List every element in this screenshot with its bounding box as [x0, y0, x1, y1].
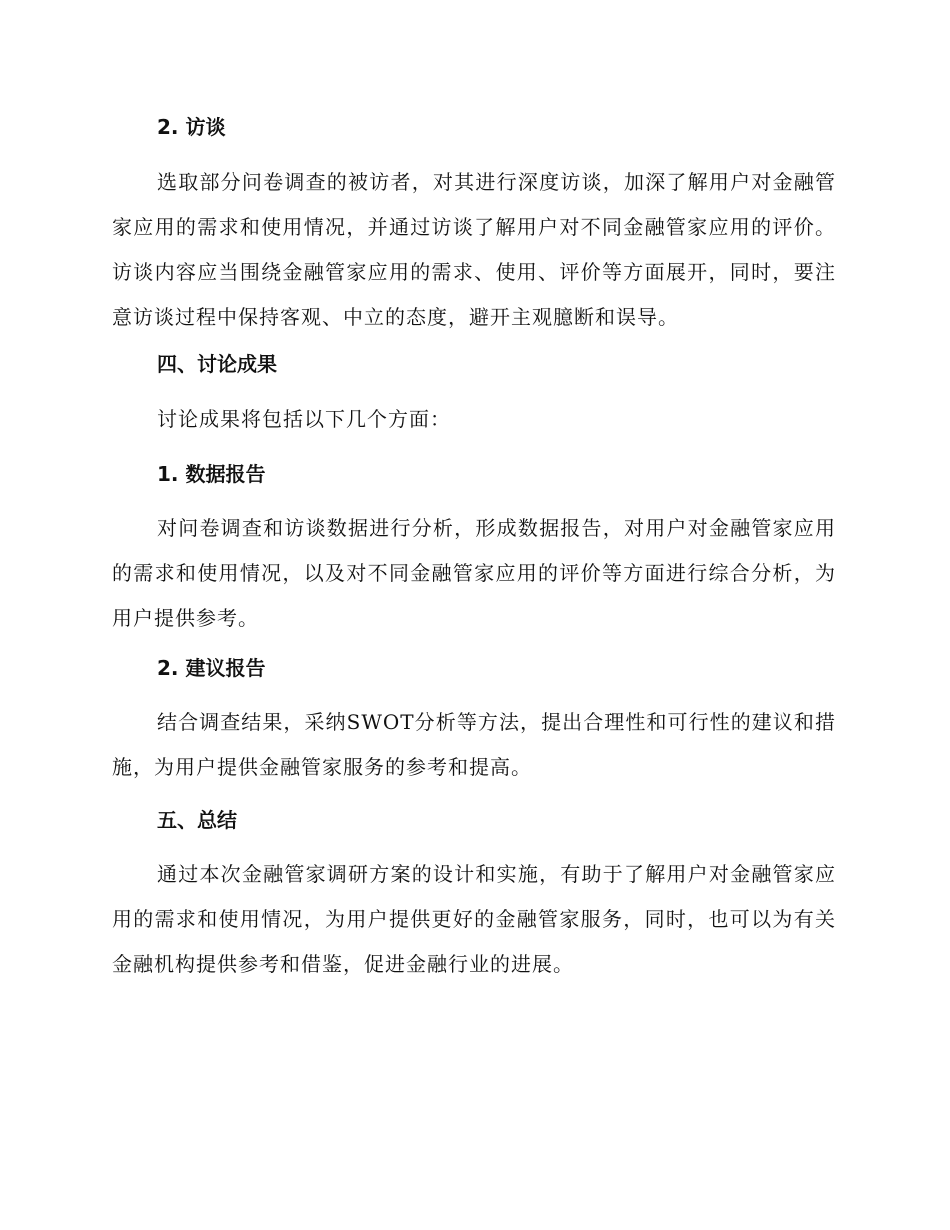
paragraph-suggestion-report: 结合调查结果，采纳SWOT分析等方法，提出合理性和可行性的建议和措施，为用户提供金融管家服务的参考和提高。 [112, 710, 836, 779]
heading-data-report: 1. 数据报告 [157, 462, 266, 486]
heading-interview: 2. 访谈 [157, 115, 226, 139]
heading-summary: 五、总结 [157, 808, 237, 832]
heading-suggestion-report: 2. 建议报告 [157, 656, 266, 680]
paragraph-discussion-intro: 讨论成果将包括以下几个方面： [157, 407, 451, 431]
paragraph-summary: 通过本次金融管家调研方案的设计和实施，有助于了解用户对金融管家应用的需求和使用情况，为用户提供更好的金融管家服务，同时，也可以为有关金融机构提供参考和借鉴，促进金融行业的进展。 [112, 862, 836, 976]
paragraph-data-report: 对问卷调查和访谈数据进行分析，形成数据报告，对用户对金融管家应用的需求和使用情况，以及对不同金融管家应用的评价等方面进行综合分析，为用户提供参考。 [112, 516, 836, 630]
paragraph-interview: 选取部分问卷调查的被访者，对其进行深度访谈，加深了解用户对金融管家应用的需求和使用情况，并通过访谈了解用户对不同金融管家应用的评价。访谈内容应当围绕金融管家应用的需求、使用、评价等方面展开，同时，要注意访谈过程中保持客观、中立的态度，避开主观臆断和误导。 [112, 170, 836, 329]
heading-discussion-results: 四、讨论成果 [157, 352, 277, 376]
